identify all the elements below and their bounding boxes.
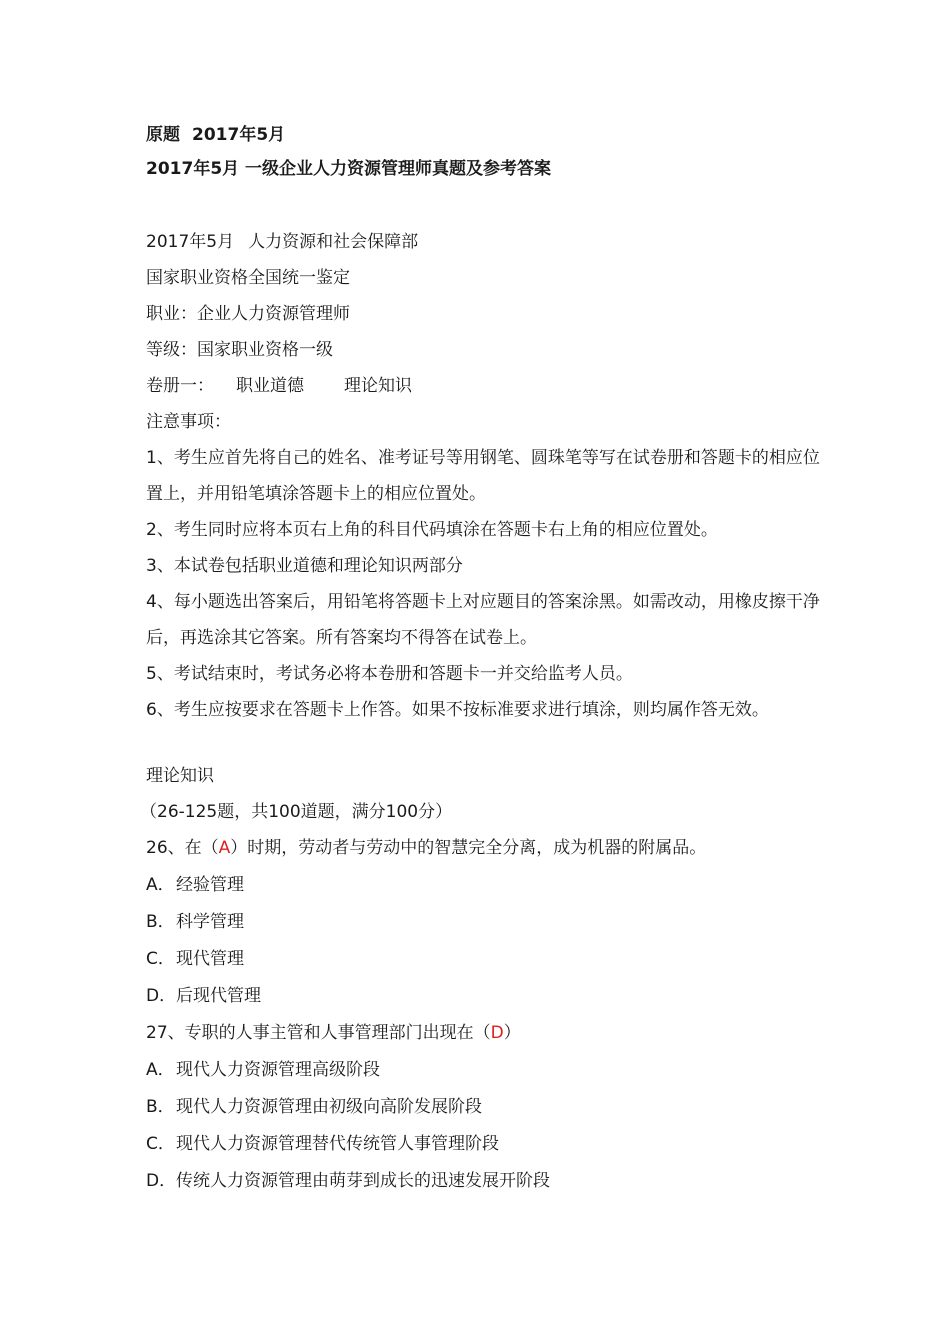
note-item: 1、考生应首先将自己的姓名、准考证号等用钢笔、圆珠笔等写在试卷册和答题卡的相应位置上，并用铅笔填涂答题卡上的相应位置处。: [146, 448, 820, 504]
document-page: [140, 118, 826, 1200]
meta-date: 2017年5月: [146, 232, 235, 252]
title-original-label: 原题: [146, 125, 180, 145]
question-prefix: 26、在（: [146, 838, 219, 858]
option-a: [146, 1052, 826, 1089]
option-text: 经验管理: [176, 875, 244, 895]
question-suffix: ）: [503, 1023, 521, 1043]
volume-label: 卷册一：: [146, 376, 214, 396]
option-letter: A．: [146, 875, 175, 895]
question-27: [146, 1015, 826, 1052]
option-text: 后现代管理: [176, 986, 261, 1006]
volume-part-ethics: 职业道德: [236, 376, 304, 396]
volume-part-theory: 理论知识: [344, 376, 412, 396]
meta-exam: 国家职业资格全国统一鉴定: [146, 268, 350, 288]
note-item: 6、考生应按要求在答题卡上作答。如果不按标准要求进行填涂，则均属作答无效。: [146, 700, 769, 720]
option-text: 传统人力资源管理由萌芽到成长的迅速发展开阶段: [176, 1171, 550, 1191]
note-item: 5、考试结束时，考试务必将本卷册和答题卡一并交给监考人员。: [146, 664, 633, 684]
option-text: 科学管理: [176, 912, 244, 932]
section-title: 理论知识: [146, 766, 214, 786]
option-letter: B．: [146, 1097, 175, 1117]
option-letter: D．: [146, 1171, 177, 1191]
option-a: [146, 867, 826, 904]
option-letter: C．: [146, 949, 175, 969]
note-item: 3、本试卷包括职业道德和理论知识两部分: [146, 556, 463, 576]
question-26: [146, 830, 826, 867]
question-suffix: ）时期，劳动者与劳动中的智慧完全分离，成为机器的附属品。: [230, 838, 707, 858]
title-line-2: 2017年5月 一级企业人力资源管理师真题及参考答案: [146, 159, 552, 179]
option-text: 现代人力资源管理由初级向高阶发展阶段: [176, 1097, 482, 1117]
option-b: [146, 904, 826, 941]
option-text: 现代人力资源管理替代传统管人事管理阶段: [176, 1134, 499, 1154]
answer-letter: A: [218, 838, 231, 858]
option-c: [146, 941, 826, 978]
option-text: 现代管理: [176, 949, 244, 969]
option-b: [146, 1089, 826, 1126]
title-date: 2017年5月: [192, 125, 286, 145]
meta-level: 等级：国家职业资格一级: [146, 340, 333, 360]
option-d: [146, 978, 826, 1015]
option-letter: B．: [146, 912, 175, 932]
meta-occupation: 职业：企业人力资源管理师: [146, 304, 350, 324]
meta-volume: [146, 368, 826, 404]
option-text: 现代人力资源管理高级阶段: [176, 1060, 380, 1080]
option-letter: C．: [146, 1134, 175, 1154]
option-c: [146, 1126, 826, 1163]
notes-heading: 注意事项：: [146, 412, 231, 432]
note-item: 4、每小题选出答案后，用铅笔将答题卡上对应题目的答案涂黑。如需改动，用橡皮擦干净后，再选涂其它答案。所有答案均不得答在试卷上。: [146, 592, 820, 648]
option-letter: D．: [146, 986, 177, 1006]
section-subtitle: （26-125题，共100道题，满分100分）: [140, 802, 453, 822]
meta-org: 人力资源和社会保障部: [248, 232, 419, 252]
meta-date-org: [146, 224, 826, 260]
title-line-1: [146, 118, 826, 152]
note-item: 2、考生同时应将本页右上角的科目代码填涂在答题卡右上角的相应位置处。: [146, 520, 718, 540]
question-prefix: 27、专职的人事主管和人事管理部门出现在（: [146, 1023, 491, 1043]
option-d: [146, 1163, 826, 1200]
answer-letter: D: [490, 1023, 504, 1043]
option-letter: A．: [146, 1060, 175, 1080]
